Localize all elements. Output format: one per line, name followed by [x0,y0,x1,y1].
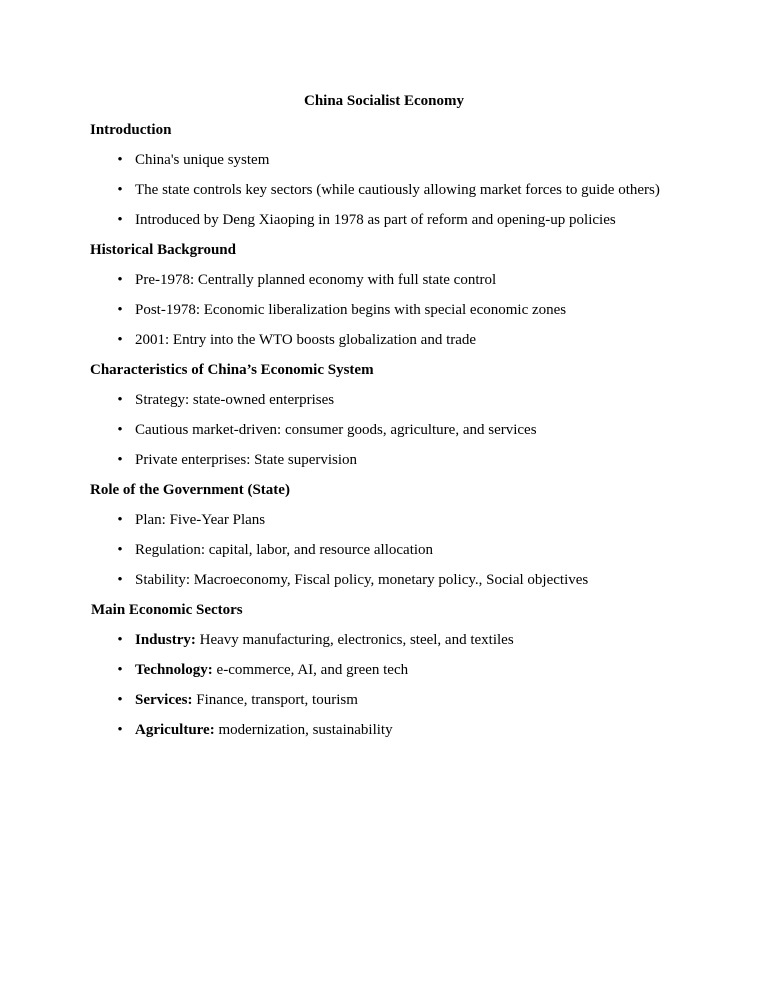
list-item-text: The state controls key sectors (while cautiously allowing market forces to guide others) [135,182,660,198]
list-item-text: Heavy manufacturing, electronics, steel, and textiles [195,632,514,648]
bullet-icon [115,390,125,410]
list-item-text: Stability: Macroeconomy, Fiscal policy, monetary policy., Social objectives [135,572,589,588]
list-item [90,270,710,290]
list-item-term: Technology: [135,662,213,678]
list-item [90,420,710,440]
bullet-icon [115,540,125,560]
bullet-icon [115,570,125,590]
document-body [90,120,710,750]
list-item-text: Private enterprises: State supervision [135,452,358,468]
bullet-icon [115,630,125,650]
list-item-text: Cautious market-driven: consumer goods, agriculture, and services [135,422,537,438]
list-item-text: Finance, transport, tourism [192,692,358,708]
bullet-icon [115,720,125,740]
section-heading: Main Economic Sectors [91,602,243,618]
list-item [90,630,710,650]
list-item-text: e-commerce, AI, and green tech [212,662,409,678]
section-characteristics [90,360,710,470]
section-introduction [90,120,710,230]
bullet-icon [115,150,125,170]
bullet-list [90,270,710,350]
list-item [90,300,710,320]
list-item [90,150,710,170]
section-heading: Characteristics of China’s Economic System [90,362,374,378]
bullet-icon [115,180,125,200]
bullet-list [90,630,710,740]
bullet-list [90,390,710,470]
list-item [90,390,710,410]
section-heading: Historical Background [90,242,236,258]
bullet-list [90,510,710,590]
list-item [90,570,710,590]
list-item-text: Strategy: state-owned enterprises [135,392,335,408]
bullet-icon [115,270,125,290]
bullet-icon [115,330,125,350]
list-item [90,510,710,530]
section-heading: Role of the Government (State) [90,482,290,498]
bullet-icon [115,210,125,230]
bullet-icon [115,420,125,440]
list-item-text: China's unique system [135,152,270,168]
list-item [90,660,710,680]
section-role-of-government [90,480,710,590]
list-item [90,540,710,560]
list-item-term: Agriculture: [135,722,215,738]
list-item [90,450,710,470]
list-item-text: Regulation: capital, labor, and resource allocation [135,542,434,558]
bullet-icon [115,300,125,320]
section-heading: Introduction [90,122,172,138]
bullet-icon [115,510,125,530]
list-item [90,330,710,350]
list-item-term: Industry: [135,632,196,648]
list-item [90,690,710,710]
list-item-term: Services: [135,692,193,708]
bullet-list [90,150,710,230]
list-item [90,210,710,230]
section-main-economic-sectors [90,600,710,740]
list-item-text: Post-1978: Economic liberalization begins with special economic zones [135,302,567,318]
list-item [90,720,710,740]
document-title: China Socialist Economy [303,93,465,109]
bullet-icon [115,690,125,710]
list-item-text: modernization, sustainability [214,722,393,738]
list-item [90,180,710,200]
list-item-text: Pre-1978: Centrally planned economy with full state control [135,272,497,288]
list-item-text: Plan: Five-Year Plans [135,512,266,528]
list-item-text: Introduced by Deng Xiaoping in 1978 as part of reform and opening-up policies [135,212,616,228]
section-historical-background [90,240,710,350]
bullet-icon [115,660,125,680]
bullet-icon [115,450,125,470]
list-item-text: 2001: Entry into the WTO boosts globalization and trade [135,332,477,348]
